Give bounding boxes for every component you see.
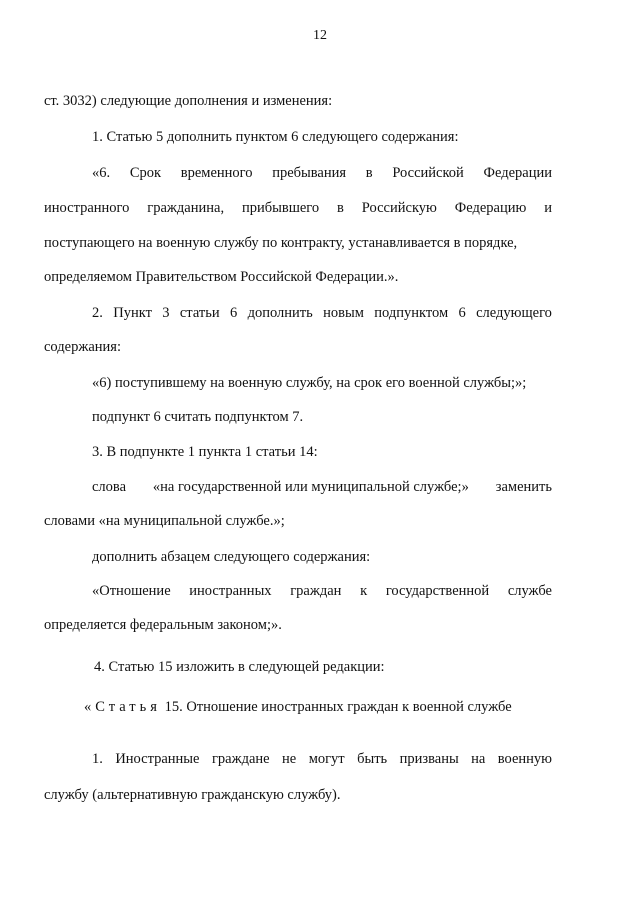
- word: быть: [357, 751, 388, 767]
- word: Пункт: [113, 305, 152, 321]
- amendment-item-4: 4. Статью 15 изложить в следующей редакции:: [94, 659, 385, 675]
- text-line-15: [92, 582, 552, 600]
- amendment-item-3: 3. В подпункте 1 пункта 1 статьи 14:: [92, 444, 318, 460]
- word: слова: [92, 479, 127, 495]
- word: Федерацию: [454, 200, 527, 216]
- word: в: [365, 165, 373, 181]
- word: могут: [308, 751, 345, 767]
- word: граждане: [211, 751, 270, 767]
- word: 6: [229, 305, 238, 321]
- text-line-8: содержания:: [44, 339, 122, 355]
- word: 3: [162, 305, 170, 321]
- word: в: [337, 200, 344, 216]
- text-line-20: службу (альтернативную гражданскую службу).: [44, 787, 341, 803]
- text-line-5: поступающего на военную службу по контракту, устанавливается в порядке,: [44, 235, 518, 251]
- word: статьи: [179, 305, 220, 321]
- amendment-item-1: 1. Статью 5 дополнить пунктом 6 следующего содержания:: [92, 129, 459, 145]
- word: новым: [323, 305, 364, 321]
- text-line-12: [92, 478, 552, 496]
- word: прибывшего: [241, 200, 320, 216]
- word: граждан: [290, 583, 342, 599]
- word: на: [471, 751, 486, 767]
- word: иностранных: [189, 583, 272, 599]
- word: не: [282, 751, 297, 767]
- article-title: 15. Отношение иностранных граждан к военной службе: [160, 699, 512, 715]
- text-line-6: определяемом Правительством Российской Федерации.».: [44, 269, 399, 285]
- word: службе: [507, 583, 552, 599]
- text-line-3: [92, 164, 552, 182]
- word: Российской: [392, 165, 464, 181]
- text-line-16: определяется федеральным законом;».: [44, 617, 282, 633]
- word: 1.: [92, 751, 103, 767]
- article-15-heading: [84, 698, 512, 716]
- text-line-13: словами «на муниципальной службе.»;: [44, 513, 285, 529]
- word: и: [544, 200, 552, 216]
- page-number: 12: [313, 28, 327, 43]
- word: иностранного: [44, 200, 130, 216]
- text-line-1: ст. 3032) следующие дополнения и изменения:: [44, 93, 333, 109]
- word: Иностранные: [115, 751, 200, 767]
- word: призваны: [399, 751, 459, 767]
- word: 6: [458, 305, 466, 321]
- word: «Отношение: [92, 583, 171, 599]
- word: Срок: [129, 165, 162, 181]
- word: Российскую: [361, 200, 437, 216]
- word: «на государственной или муниципальной службе;»: [152, 479, 469, 495]
- word: Федерации: [483, 165, 552, 181]
- word: следующего: [476, 305, 552, 321]
- word: «6.: [92, 165, 111, 181]
- text-line-9: «6) поступившему на военную службу, на срок его военной службы;»;: [92, 375, 527, 391]
- word: государственной: [385, 583, 490, 599]
- amendment-item-2: [92, 304, 552, 322]
- article-15-clause-1: [92, 750, 552, 768]
- word: пребывания: [272, 165, 347, 181]
- text-line-14: дополнить абзацем следующего содержания:: [92, 549, 371, 565]
- word: 2.: [92, 305, 103, 321]
- word: временного: [180, 165, 253, 181]
- word: заменить: [495, 479, 552, 495]
- word: к: [360, 583, 368, 599]
- word: дополнить: [247, 305, 313, 321]
- word: гражданина,: [147, 200, 225, 216]
- word: военную: [497, 751, 552, 767]
- word: подпунктом: [374, 305, 449, 321]
- text-line-10: подпункт 6 считать подпунктом 7.: [92, 409, 304, 425]
- article-label: «Статья: [84, 699, 161, 715]
- text-line-4: [44, 199, 552, 217]
